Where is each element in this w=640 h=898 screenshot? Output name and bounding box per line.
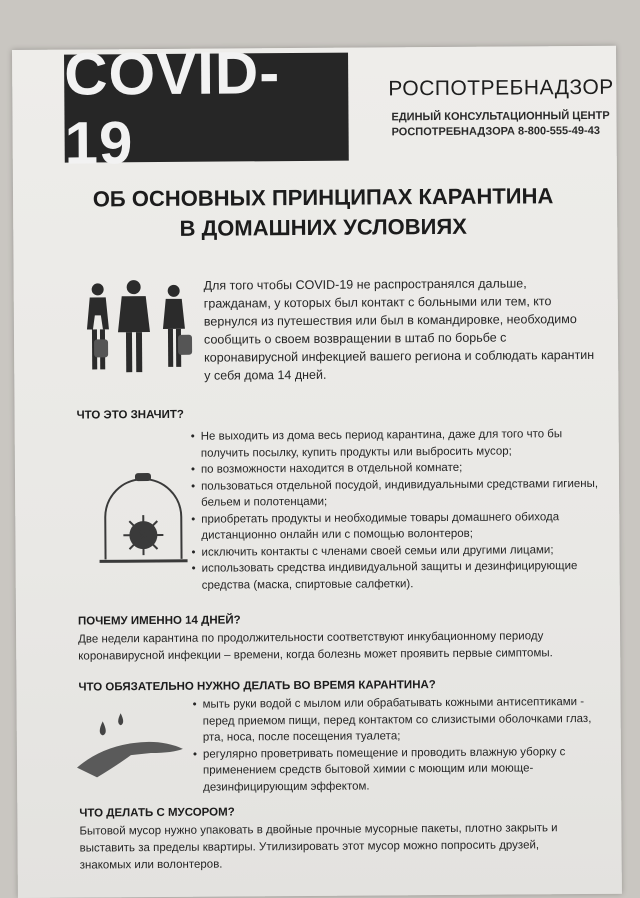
list-item: • пользоваться отдельной посудой, индивидуальными средствами гигиены, бельем и полотенцами; (191, 475, 601, 511)
logo-text: COVID-19 (63, 39, 281, 177)
section-heading-garbage: ЧТО ДЕЛАТЬ С МУСОРОМ? (79, 806, 235, 820)
list-item: • регулярно проветривать помещение и проводить влажную уборку с применением средств бытовой химии с моющим или моюще-дезинфицирующим эффектом. (193, 743, 603, 795)
list-item: • использовать средства индивидуальной защиты и дезинфицирующие средства (маска, спиртовые салфетки). (192, 558, 602, 594)
garbage-paragraph: Бытовой мусор нужно упаковать в двойные прочные мусорные пакеты, плотно закрыть и выставить за пределы квартиры. Утилизировать этот мусор можно попросить друзей, знакомых или волонтеров. (79, 822, 558, 872)
virus-under-dome-illustration (97, 469, 190, 570)
covid-logo (63, 39, 349, 177)
contact-info (391, 109, 611, 141)
leaflet-page (12, 39, 622, 898)
washing-hand-illustration (73, 709, 190, 786)
fourteen-days-paragraph: Две недели карантина по продолжительности соответствуют инкубационному периоду коронавирусной инфекции – времени, когда болезнь может проявить первые симптомы. (78, 630, 553, 663)
page-title (73, 181, 573, 244)
people-illustration (72, 279, 203, 380)
section-heading-must-do: ЧТО ОБЯЗАТЕЛЬНО НУЖНО ДЕЛАТЬ ВО ВРЕМЯ КАРАНТИНА? (78, 679, 436, 694)
must-do-list (193, 694, 604, 796)
contact-line-1: ЕДИНЫЙ КОНСУЛЬТАЦИОННЫЙ ЦЕНТР (391, 109, 610, 124)
list-item: • исключить контакты с членами своей семьи или другими лицами; (191, 541, 601, 560)
list-item: • Не выходить из дома весь период карантина, даже для того что бы получить посылку, купить продукты или выбросить мусор; (191, 426, 601, 462)
meaning-list (191, 426, 602, 594)
list-item: • по возможности находится в отдельной комнате; (191, 459, 601, 478)
list-item: • мыть руки водой с мылом или обрабатывать кожными антисептиками - перед приемом пищи, перед контактом со слизистыми оболочками глаз, рта, носа, после посещения туалета; (193, 694, 603, 746)
section-heading-14-days: ПОЧЕМУ ИМЕННО 14 ДНЕЙ? (77, 614, 241, 628)
agency-name: РОСПОТРЕБНАДЗОР (388, 75, 614, 101)
title-line-1: ОБ ОСНОВНЫХ ПРИНЦИПАХ КАРАНТИНА (92, 183, 554, 212)
title-line-2: В ДОМАШНИХ УСЛОВИЯХ (179, 213, 468, 241)
contact-line-2: РОСПОТРЕБНАДЗОРА 8-800-555-49-43 (391, 124, 600, 139)
list-item: • приобретать продукты и необходимые товары домашнего обихода дистанционно онлайн или с помощью волонтеров; (191, 508, 601, 544)
intro-paragraph: Для того чтобы COVID-19 не распространялся дальше, гражданам, у которых был контакт с больными или тем, кто вернулся из путешествия или был в командировке, необходимо сообщить о своем возвращении в штаб по борьбе с коронавирусной инфекцией вашего региона и соблюдать карантин у себя дома 14 дней. (203, 276, 595, 383)
section-heading-meaning: ЧТО ЭТО ЗНАЧИТ? (76, 408, 184, 422)
